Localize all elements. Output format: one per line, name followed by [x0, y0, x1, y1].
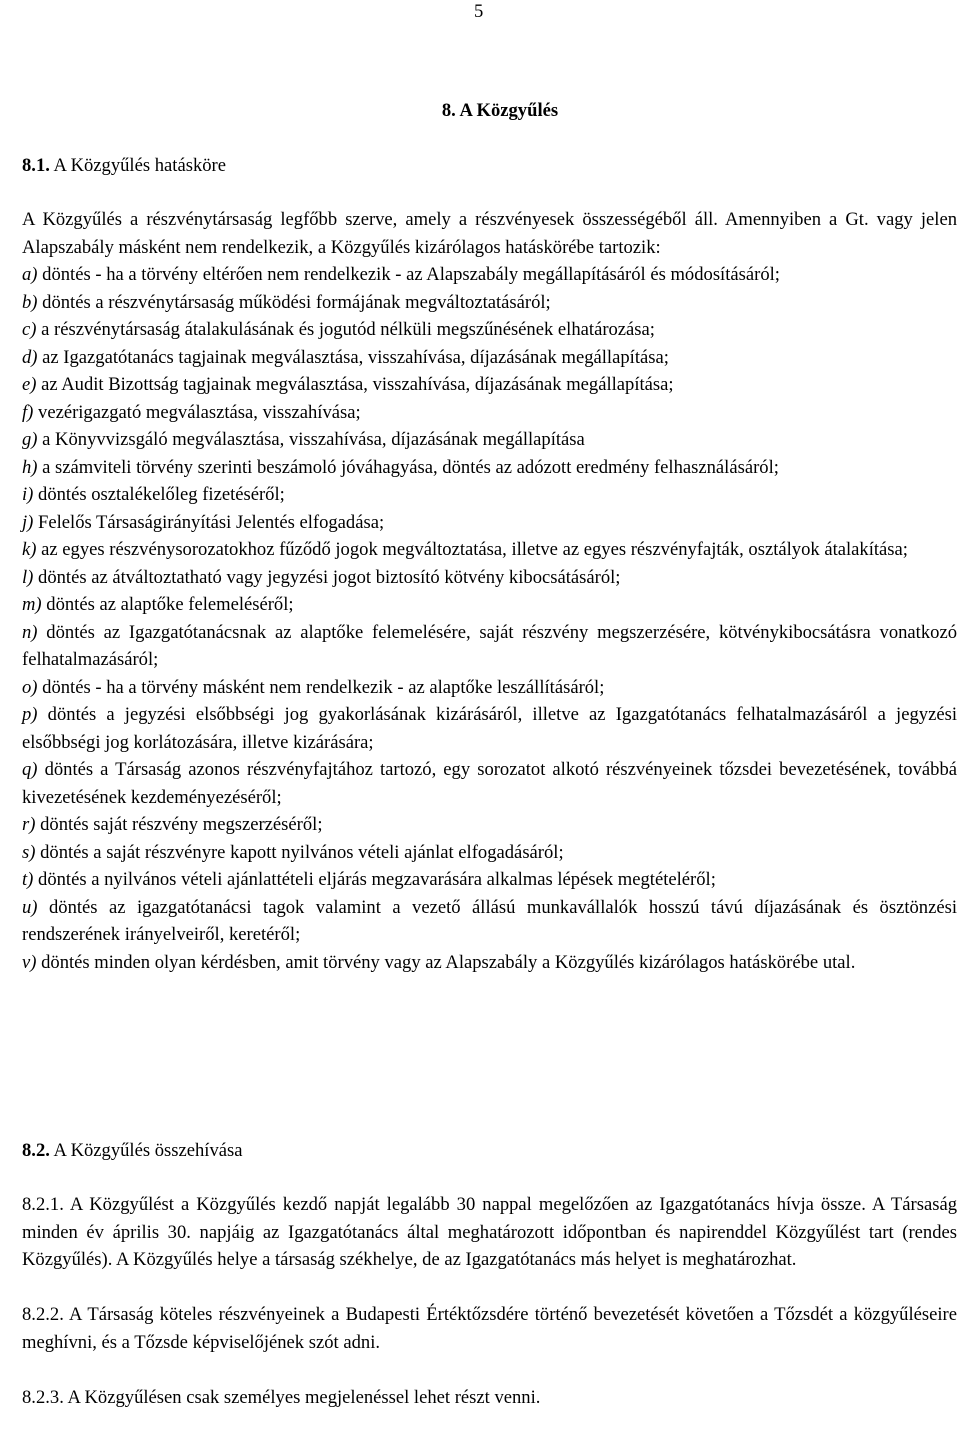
- list-item-letter: q): [22, 759, 38, 780]
- list-item-text: döntés a jegyzési elsőbbségi jog gyakorlásának kizárásáról, illetve az Igazgatótanács felhatalmazásáról a jegyzési elsőbbségi jog korlátozására, illetve kizárására;: [22, 704, 957, 753]
- list-item: [22, 811, 957, 839]
- list-item: [22, 564, 957, 592]
- list-item: [22, 509, 957, 537]
- list-item: [22, 261, 957, 289]
- section-title: A Közgyűlés összehívása: [53, 1140, 243, 1161]
- powers-list: [22, 261, 957, 976]
- paragraph-8-2-1: 8.2.1. A Közgyűlést a Közgyűlés kezdő napját legalább 30 nappal megelőzően az Igazgatótanács hívja össze. A Társaság minden év április 30. napjáig az Igazgatótanács által meghatározott időpontban és napirenddel Közgyűlést tart (rendes Közgyűlés). A Közgyűlés helye a társaság székhelye, de az Igazgatótanács más helyet is meghatározhat.: [22, 1194, 957, 1270]
- list-item-letter: e): [22, 374, 37, 395]
- list-item: [22, 949, 957, 977]
- list-item-letter: i): [22, 484, 34, 505]
- list-item-letter: j): [22, 511, 34, 533]
- list-item-letter: d): [22, 346, 38, 368]
- list-item: [22, 481, 957, 509]
- list-item-text: döntés az igazgatótanácsi tagok valamint a vezető állású munkavállalók hosszú távú díjazásának és ösztönzési rendszerének irányelveiről, keretéről;: [22, 896, 957, 945]
- list-item-text: döntés a Társaság azonos részvényfajtához tartozó, egy sorozatot alkotó részvényeinek tőzsdei bevezetésének, továbbá kivezetésének kezdeményezéséről;: [22, 759, 957, 808]
- list-item-letter: c): [22, 319, 37, 340]
- chapter-title: 8. A Közgyűlés: [441, 100, 559, 121]
- section-number: 8.1.: [22, 155, 50, 176]
- list-item-letter: h): [22, 456, 38, 478]
- list-item-letter: s): [22, 841, 36, 863]
- list-item-text: döntés minden olyan kérdésben, amit törvény vagy az Alapszabály a Közgyűlés kizárólagos hatáskörébe utal.: [41, 951, 856, 973]
- list-item-text: Felelős Társaságirányítási Jelentés elfogadása;: [38, 511, 385, 533]
- list-item-text: vezérigazgató megválasztása, visszahívása;: [38, 401, 361, 423]
- list-item-letter: n): [22, 621, 38, 643]
- list-item-letter: v): [22, 951, 37, 973]
- section-number: 8.2.: [22, 1140, 50, 1161]
- list-item-letter: f): [22, 401, 34, 423]
- list-item-letter: m): [22, 594, 42, 615]
- list-item: [22, 426, 957, 454]
- paragraph-8-2-3: 8.2.3. A Közgyűlésen csak személyes megjelenéssel lehet részt venni.: [22, 1387, 541, 1408]
- list-item-text: döntés a részvénytársaság működési formájának megváltoztatásáról;: [42, 291, 551, 313]
- list-item: [22, 536, 957, 564]
- list-item-text: a számviteli törvény szerinti beszámoló jóváhagyása, döntés az adózott eredmény felhasználásáról;: [42, 456, 779, 478]
- list-item: [22, 316, 957, 344]
- list-item: [22, 839, 957, 867]
- intro-paragraph: A Közgyűlés a részvénytársaság legfőbb szerve, amely a részvényesek összességéből áll. Amennyiben a Gt. vagy jelen Alapszabály másként nem rendelkezik, a Közgyűlés kizárólagos hatáskörébe tartozik:: [22, 209, 957, 258]
- list-item: [22, 371, 957, 399]
- list-item-text: az Igazgatótanács tagjainak megválasztása, visszahívása, díjazásának megállapítása;: [42, 346, 669, 368]
- section-heading-8-1: [22, 152, 226, 180]
- list-item: [22, 674, 957, 702]
- paragraph-8-2-2: 8.2.2. A Társaság köteles részvényeinek a Budapesti Értéktőzsdére történő bevezetését követően a Tőzsdét a közgyűléseire meghívni, és a Tőzsde képviselőjének szót adni.: [22, 1304, 957, 1353]
- list-item: [22, 289, 957, 317]
- list-item-text: az Audit Bizottság tagjainak megválasztása, visszahívása, díjazásának megállapítása;: [41, 374, 674, 395]
- list-item-text: döntés az alaptőke felemeléséről;: [46, 594, 294, 615]
- list-item: [22, 866, 957, 894]
- list-item-text: döntés a nyilvános vételi ajánlattételi eljárás megzavarására alkalmas lépések megtételéről;: [38, 869, 716, 890]
- list-item-text: döntés az Igazgatótanácsnak az alaptőke felemelésére, saját részvény megszerzésére, kötvénykibocsátásra vonatkozó felhatalmazásáról;: [22, 621, 957, 670]
- list-item-letter: p): [22, 704, 38, 725]
- list-item: [22, 399, 957, 427]
- list-item: [22, 591, 957, 619]
- list-item-text: döntés - ha a törvény eltérően nem rendelkezik - az Alapszabály megállapításáról és módosításáról;: [42, 264, 780, 285]
- list-item-letter: a): [22, 264, 38, 285]
- list-item-letter: o): [22, 676, 38, 698]
- page-number: 5: [474, 1, 484, 22]
- list-item: [22, 701, 957, 756]
- list-item-text: az egyes részvénysorozatokhoz fűződő jogok megváltoztatása, illetve az egyes részvényfajták, osztályok átalakítása;: [41, 539, 908, 560]
- list-item-text: döntés saját részvény megszerzéséről;: [40, 814, 323, 835]
- section-8-1-body: [22, 206, 957, 976]
- list-item-text: döntés osztalékelőleg fizetéséről;: [38, 484, 285, 505]
- list-item-letter: t): [22, 869, 34, 890]
- list-item-letter: g): [22, 429, 38, 450]
- list-item-letter: l): [22, 566, 34, 588]
- list-item-letter: u): [22, 896, 38, 918]
- list-item-text: a Könyvvizsgáló megválasztása, visszahívása, díjazásának megállapítása: [42, 429, 585, 450]
- section-heading-8-2: [22, 1137, 243, 1165]
- list-item: [22, 454, 957, 482]
- list-item-text: döntés - ha a törvény másként nem rendelkezik - az alaptőke leszállításáról;: [42, 676, 605, 698]
- list-item: [22, 344, 957, 372]
- section-title: A Közgyűlés hatásköre: [53, 155, 226, 176]
- list-item: [22, 619, 957, 674]
- list-item-text: döntés az átváltoztatható vagy jegyzési jogot biztosító kötvény kibocsátásáról;: [38, 566, 621, 588]
- list-item-text: döntés a saját részvényre kapott nyilvános vételi ajánlat elfogadásáról;: [40, 841, 564, 863]
- list-item: [22, 894, 957, 949]
- list-item-letter: r): [22, 814, 36, 835]
- list-item-text: a részvénytársaság átalakulásának és jogutód nélküli megszűnésének elhatározása;: [41, 319, 655, 340]
- list-item: [22, 756, 957, 811]
- list-item-letter: b): [22, 291, 38, 313]
- list-item-letter: k): [22, 539, 37, 560]
